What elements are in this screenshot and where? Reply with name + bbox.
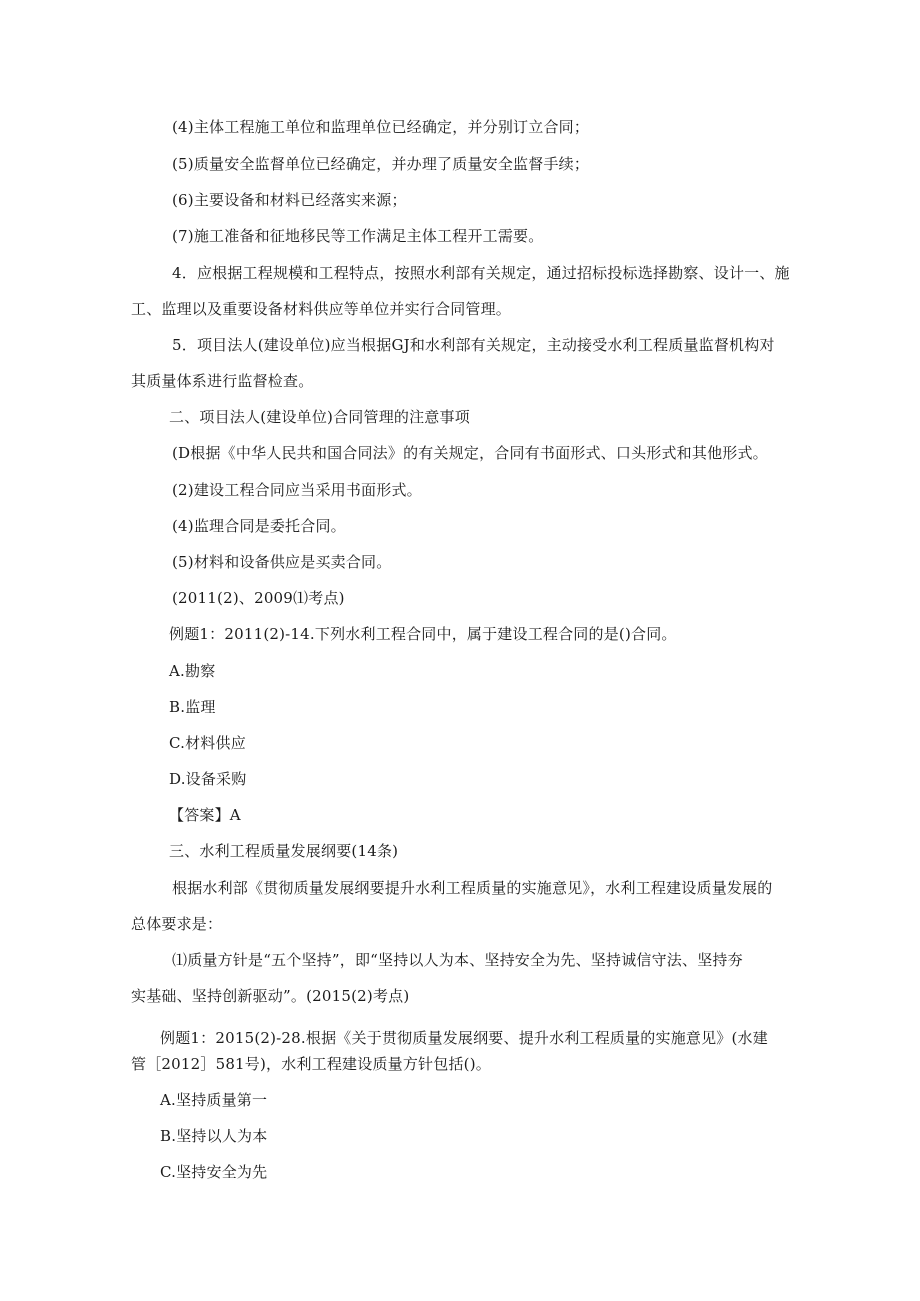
text-line: 实基础、坚持创新驱动”。(2015(2)考点) <box>131 987 410 1005</box>
option-a: A.坚持质量第一 <box>160 1091 268 1109</box>
example-question: 例题1：2015(2)-28.根据《关于贯彻质量发展纲要、提升水利工程质量的实施意见》(水建 <box>160 1029 768 1047</box>
text-line: (2)建设工程合同应当采用书面形式。 <box>172 481 422 499</box>
text-line: ⑴质量方针是“五个坚持”，即“坚持以人为本、坚持安全为先、坚持诚信守法、坚持夯 <box>172 951 743 969</box>
option-c: C.坚持安全为先 <box>160 1163 268 1181</box>
text-line: (6)主要设备和材料已经落实来源； <box>172 191 407 209</box>
text-line: 总体要求是： <box>131 915 223 933</box>
option-b: B.监理 <box>169 698 216 716</box>
text-line: (2011(2)、2009⑴考点) <box>172 589 345 607</box>
option-b: B.坚持以人为本 <box>160 1127 268 1145</box>
section-heading: 二、项目法人(建设单位)合同管理的注意事项 <box>169 408 470 426</box>
text-line: (5)材料和设备供应是买卖合同。 <box>172 553 392 571</box>
text-line: 其质量体系进行监督检查。 <box>131 372 314 390</box>
text-line: 5．项目法人(建设单位)应当根据GJ和水利部有关规定，主动接受水利工程质量监督机构对 <box>172 336 775 354</box>
text-line: (4)主体工程施工单位和监理单位已经确定，并分别订立合同； <box>172 118 590 136</box>
answer: 【答案】A <box>169 806 241 824</box>
text-line: (4)监理合同是委托合同。 <box>172 517 346 535</box>
example-question: 例题1：2011(2)-14.下列水利工程合同中，属于建设工程合同的是()合同。 <box>169 625 677 643</box>
text-line: 管［2012］581号)，水利工程建设质量方针包括()。 <box>131 1055 491 1073</box>
text-line: 工、监理以及重要设备材料供应等单位并实行合同管理。 <box>131 300 512 318</box>
option-a: A.勘察 <box>169 662 216 680</box>
text-line: 根据水利部《贯彻质量发展纲要提升水利工程质量的实施意见》，水利工程建设质量发展的 <box>172 879 773 897</box>
option-d: D.设备采购 <box>169 770 247 788</box>
option-c: C.材料供应 <box>169 734 246 752</box>
text-line: (7)施工准备和征地移民等工作满足主体工程开工需要。 <box>172 227 544 245</box>
text-line: 4．应根据工程规模和工程特点，按照水利部有关规定，通过招标投标选择勘察、设计一、施 <box>172 264 790 282</box>
text-line: (5)质量安全监督单位已经确定，并办理了质量安全监督手续； <box>172 155 590 173</box>
text-line: (D根据《中华人民共和国合同法》的有关规定，合同有书面形式、口头形式和其他形式。 <box>172 444 768 462</box>
section-heading: 三、水利工程质量发展纲要(14条) <box>169 842 399 860</box>
